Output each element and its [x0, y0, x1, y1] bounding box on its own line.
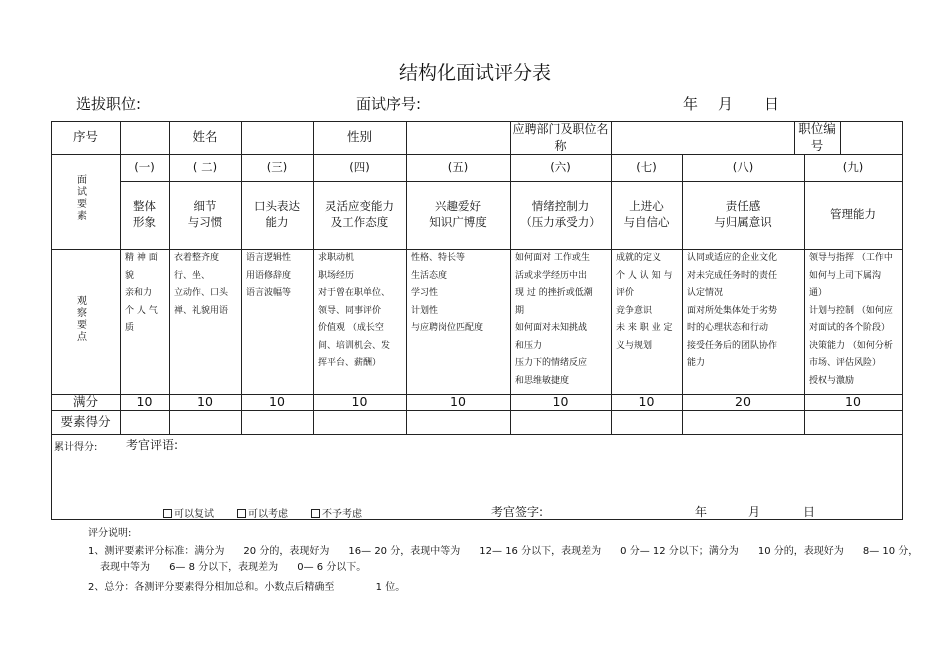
position-label: 选拔职位:	[76, 95, 142, 113]
element-score-input[interactable]	[120, 410, 169, 434]
score-label: 要素得分	[60, 413, 111, 429]
element-name: 责任感 与归属意识	[714, 199, 772, 229]
grid-line	[406, 121, 407, 154]
full-score: 10	[351, 393, 368, 409]
dept-header: 应聘部门及职位名称	[512, 122, 609, 153]
element-number: (八)	[732, 159, 754, 174]
element-number: (一)	[134, 159, 155, 174]
element-number: (五)	[447, 159, 469, 174]
element-score-input[interactable]	[313, 410, 406, 434]
element-name: 细节 与习惯	[187, 199, 223, 229]
grid-line	[611, 121, 612, 154]
gender-header: 性别	[346, 129, 372, 145]
element-number: (九)	[842, 159, 864, 174]
element-name: 兴趣爱好 知识广博度	[429, 199, 487, 229]
sig-year: 年	[695, 505, 708, 519]
seq-label: 面试序号:	[356, 95, 422, 113]
element-number: (七)	[636, 159, 657, 174]
element-score-input[interactable]	[611, 410, 682, 434]
full-score: 10	[845, 393, 861, 409]
grid-line	[51, 434, 903, 435]
full-score: 10	[450, 393, 466, 409]
total-label: 累计得分:	[54, 442, 98, 453]
observation-points: 精 神 面 貌 亲和力 个 人 气 质	[125, 253, 158, 333]
element-number: ( 二)	[192, 159, 218, 174]
element-name: 上进心 与自信心	[623, 199, 670, 229]
observation-points: 衣着整齐度 行、坐、 立动作、口头 禅、礼貌用语	[174, 253, 229, 316]
element-score-input[interactable]	[241, 410, 313, 434]
notes-line2: 表现中等为 6— 8 分以下，表现差为 0— 6 分以下。	[100, 562, 367, 573]
name-header: 姓名	[192, 129, 218, 145]
element-score-input[interactable]	[510, 410, 611, 434]
observation-points: 如何面对 工作或生 活或求学经历中出 现 过 的挫折或低潮 期 如何面对未知挑战 和压力 压力下的情绪反应 和思维敏捷度	[515, 253, 593, 386]
observation-points: 性格、特长等 生活态度 学习性 计划性 与应聘岗位匹配度	[411, 253, 484, 333]
signature-label: 考官签字:	[491, 505, 544, 519]
job-no-header: 职位编号	[798, 120, 836, 153]
observation-points: 求职动机 职场经历 对于曾在职单位、 领导、同事评价 价值观 （成长空 间、培训机会、发 挥平台、薪酬）	[318, 253, 391, 368]
full-score: 20	[735, 393, 751, 409]
sig-day: 日	[803, 505, 816, 519]
option-retest[interactable]: 可以复试	[163, 505, 214, 520]
full-score: 10	[552, 393, 569, 409]
sig-month: 月	[748, 505, 761, 519]
element-score-input[interactable]	[682, 410, 804, 434]
full-score: 10	[638, 393, 655, 409]
full-label: 满分	[72, 393, 98, 409]
elements-label: 面试要素	[77, 175, 87, 222]
observe-label: 观察要点	[77, 296, 87, 343]
header-month: 月	[718, 95, 734, 113]
element-number: (三)	[266, 159, 288, 174]
grid-line	[902, 121, 903, 519]
full-score: 10	[269, 393, 285, 409]
element-name: 管理能力	[830, 207, 876, 222]
page-title: 结构化面试评分表	[398, 62, 551, 84]
element-score-input[interactable]	[169, 410, 241, 434]
element-name: 灵活应变能力 及工作态度	[325, 199, 394, 229]
observation-points: 领导与指挥 （工作中 如何与上司下属沟 通） 计划与控制 （如何应 对面试的各个阶段） 决策能力 （如何分析 市场、评估风险） 授权与激励	[809, 253, 893, 386]
full-score: 10	[197, 393, 213, 409]
grid-line	[840, 121, 841, 154]
element-number: (四)	[349, 159, 370, 174]
checkbox-icon	[311, 509, 320, 518]
comment-label: 考官评语:	[126, 438, 179, 452]
element-name: 口头表达 能力	[254, 199, 300, 229]
full-score: 10	[136, 393, 153, 409]
element-score-input[interactable]	[406, 410, 510, 434]
seq-header: 序号	[72, 129, 98, 145]
grid-line	[51, 121, 52, 519]
seq-value[interactable]	[120, 121, 169, 154]
element-number: (六)	[550, 159, 571, 174]
element-score-input[interactable]	[804, 410, 902, 434]
option-consider[interactable]: 可以考虑	[237, 505, 288, 520]
observation-points: 认同或适应的企业文化 对未完成任务时的责任 认定情况 面对所处集体处于劣势 时的心理状态和行动 接受任务后的团队协作 能力	[687, 253, 778, 368]
element-name: 整体 形象	[133, 199, 156, 229]
header-day: 日	[764, 95, 780, 113]
option-reject[interactable]: 不予考虑	[311, 505, 362, 520]
notes-title: 评分说明:	[88, 528, 132, 539]
checkbox-icon	[237, 509, 246, 518]
notes-line3: 2、总分：各测评分要素得分相加总和。小数点后精确至 1 位。	[88, 582, 406, 593]
checkbox-icon	[163, 509, 172, 518]
observation-points: 成就的定义 个 人 认 知 与 评价 竞争意识 未 来 职 业 定 义与规划	[616, 253, 673, 351]
notes-line1: 1、测评要素评分标准：满分为 20 分的，表现好为 16— 20 分，表现中等为 12— 16 分以下，表现差为 0 分— 12 分以下；满分为 10 分的，表现好为 8— 10 分，	[88, 546, 919, 557]
element-name: 情绪控制力 （压力承受力）	[520, 199, 601, 229]
observation-points: 语言逻辑性 用语修辞度 语言波幅等	[246, 253, 292, 298]
grid-line	[241, 121, 242, 154]
header-year: 年	[683, 95, 699, 113]
